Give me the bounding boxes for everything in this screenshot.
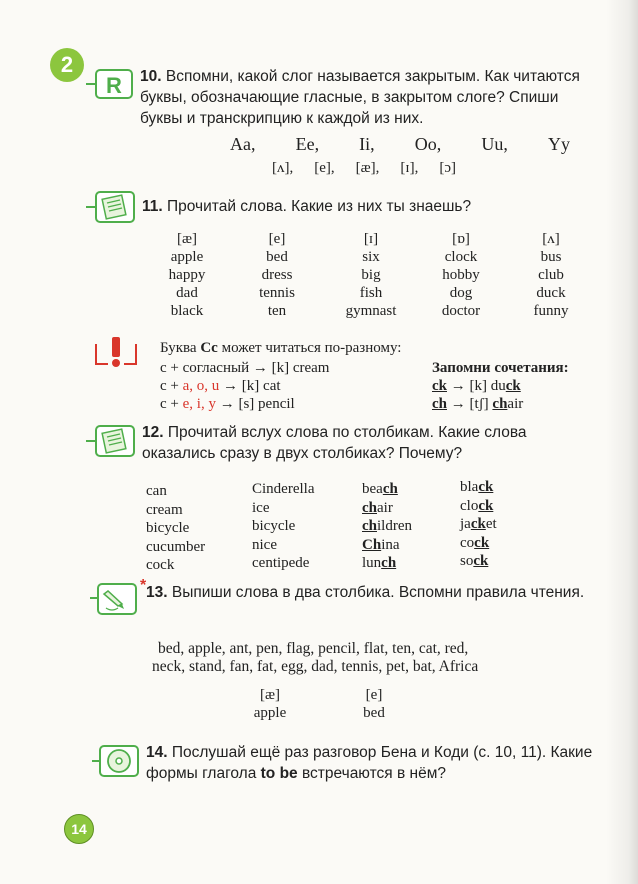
word: dad (176, 285, 198, 301)
task13-column-e (350, 686, 398, 722)
task13-column-ae (240, 686, 300, 722)
word: ten (267, 303, 287, 319)
book-icon (86, 424, 136, 463)
combo-ch-word-end: air (507, 396, 524, 412)
svg-text:*: * (140, 578, 146, 594)
combo-ck-sound: → [k] du (447, 378, 506, 394)
letter-oo: Oo, (414, 134, 442, 154)
word: lunch (362, 555, 397, 571)
letter-ii: Ii, (359, 134, 375, 154)
example-word: bed (363, 705, 385, 721)
task12-column-4 (460, 478, 497, 571)
rule-line-2 (160, 378, 281, 395)
word: children (362, 518, 412, 534)
word: doctor (441, 303, 481, 319)
sound-label: [ɪ] (363, 231, 379, 247)
rule-title-post: может читаться по-разному: (217, 340, 402, 356)
word: centipede (252, 555, 310, 571)
task14-instruction-post: встречаются в нём? (297, 765, 446, 782)
transcription-item: [e], (314, 160, 335, 176)
word: bicycle (252, 518, 296, 534)
rule-title (160, 340, 401, 357)
letter-yy: Yy (547, 134, 570, 154)
word: big (361, 267, 381, 283)
word: duck (536, 285, 566, 301)
task13-words-line-2: neck, stand, fan, fat, egg, dad, tennis, pet, bat, Africa (152, 658, 479, 675)
rule-title-pre: Буква (160, 340, 201, 356)
pen-write-icon (90, 578, 146, 623)
rule-line-3 (160, 396, 295, 413)
word: cock (146, 557, 175, 573)
word: bus (540, 249, 562, 265)
exclamation-icon (92, 334, 140, 375)
task10-text (140, 66, 600, 129)
word: fish (359, 285, 383, 301)
rule-line2-example: cat (263, 378, 281, 394)
word: club (538, 267, 564, 283)
word: bed (266, 249, 288, 265)
combo-ck-word-end: ck (505, 378, 521, 394)
word: chair (362, 499, 393, 516)
word: cream (146, 501, 183, 518)
letter-uu: Uu, (481, 134, 508, 154)
page-number-badge: 14 (64, 814, 94, 844)
sound-label: [ɒ] (452, 231, 470, 247)
task12-text (142, 422, 602, 464)
word: black (460, 479, 494, 495)
combo-ch (432, 396, 523, 413)
task10-number: 10. (140, 68, 162, 85)
remember-heading: Запомни сочетания: (432, 360, 569, 376)
rule-line3-letters: e, i, y (182, 396, 216, 412)
task12-column-1 (146, 482, 205, 575)
word: six (362, 249, 380, 265)
svg-text:R: R (106, 73, 122, 98)
transcription-item: [æ], (355, 160, 380, 176)
task13-number: 13. (146, 584, 168, 601)
rule-line3-sound: → [s] (215, 396, 259, 412)
task14-text (146, 742, 616, 784)
rule-title-letter: Cc (200, 340, 218, 356)
word: cock (460, 534, 490, 551)
task14-number: 14. (146, 744, 168, 761)
transcription-item: [ɔ] (439, 160, 456, 176)
word: bicycle (146, 520, 190, 536)
task13-words-line-1: bed, apple, ant, pen, flag, pencil, flat, ten, cat, red, (158, 640, 469, 657)
sound-label: [ʌ] (542, 231, 560, 247)
task13-instruction: Выпиши слова в два столбика. Вспомни правила чтения. (171, 584, 585, 601)
task14-verb: to be (260, 765, 298, 782)
word: can (146, 483, 167, 499)
task14-instruction-pre: Послушай ещё раз разговор Бена и Коди (с. 10, 11). Какие формы глагола (146, 744, 593, 782)
task11-column-e (245, 230, 309, 320)
rule-line1-example: cream (292, 360, 330, 376)
task10-instruction: Вспомни, какой слог называется закрытым. Как читаются буквы, обозначающие гласные, в закрытом слоге? Спиши буквы и транскрипцию к каждой из них. (140, 68, 580, 127)
combo-ch-letters: ch (432, 396, 447, 412)
letter-ee: Ee, (295, 134, 320, 154)
word: dress (261, 267, 293, 283)
word: cucumber (146, 538, 206, 555)
word: clock (460, 497, 494, 514)
task12-column-2 (252, 480, 314, 573)
audio-disc-icon (92, 744, 140, 783)
repeat-r-icon (86, 68, 134, 105)
task12-number: 12. (142, 424, 164, 441)
rule-line1-formula: c + согласный → [k] (160, 360, 293, 376)
combo-ck-letters: ck (432, 378, 447, 394)
rule-line3-example: pencil (258, 396, 295, 412)
rule-line2-c: c + (160, 378, 183, 394)
word: China (362, 536, 400, 553)
task11-number: 11. (142, 198, 163, 215)
task11-column-ae (155, 230, 219, 320)
task11-column-o (428, 230, 494, 320)
combo-ck (432, 378, 521, 395)
letter-aa: Aa, (230, 134, 256, 154)
word: happy (168, 267, 206, 283)
word: apple (170, 249, 204, 265)
word: jacket (460, 516, 497, 532)
word: gymnast (345, 303, 397, 319)
example-word: apple (253, 705, 287, 721)
task13-text (146, 582, 602, 603)
sound-label: [e] (268, 231, 286, 247)
combo-ch-sound: → [tʃ] (447, 396, 493, 412)
sound-label: [æ] (177, 231, 197, 247)
rule-line2-letters: a, o, u (182, 378, 220, 394)
word: ice (252, 499, 270, 516)
word: nice (252, 536, 277, 553)
task12-instruction: Прочитай вслух слова по столбикам. Какие слова оказались сразу в двух столбиках? Почему? (142, 424, 527, 462)
sound-label: [e] (365, 687, 383, 703)
task11-instruction: Прочитай слова. Какие из них ты знаешь? (167, 198, 472, 215)
word: funny (533, 303, 569, 319)
word: sock (460, 553, 489, 569)
task10-letters-row (230, 134, 570, 155)
rule-line-1 (160, 360, 329, 377)
task11-text (142, 196, 582, 217)
book-icon (86, 190, 136, 229)
transcription-item: [ʌ], (272, 160, 294, 176)
word: tennis (259, 285, 295, 301)
unit-number-badge: 2 (50, 48, 84, 82)
rule-line3-c: c + (160, 396, 183, 412)
sound-label: [æ] (260, 687, 280, 703)
word: beach (362, 481, 398, 497)
transcription-item: [ɪ], (400, 160, 419, 176)
word: clock (444, 249, 478, 265)
task11-column-u (518, 230, 584, 320)
word: dog (449, 285, 473, 301)
word: hobby (442, 267, 480, 283)
rule-line2-sound: → [k] (219, 378, 264, 394)
task12-column-3 (362, 480, 412, 573)
task10-transcriptions-row (272, 160, 456, 177)
task11-column-i (336, 230, 406, 320)
word: black (170, 303, 204, 319)
word: Cinderella (252, 481, 315, 497)
combo-ch-word-start: ch (492, 396, 508, 412)
